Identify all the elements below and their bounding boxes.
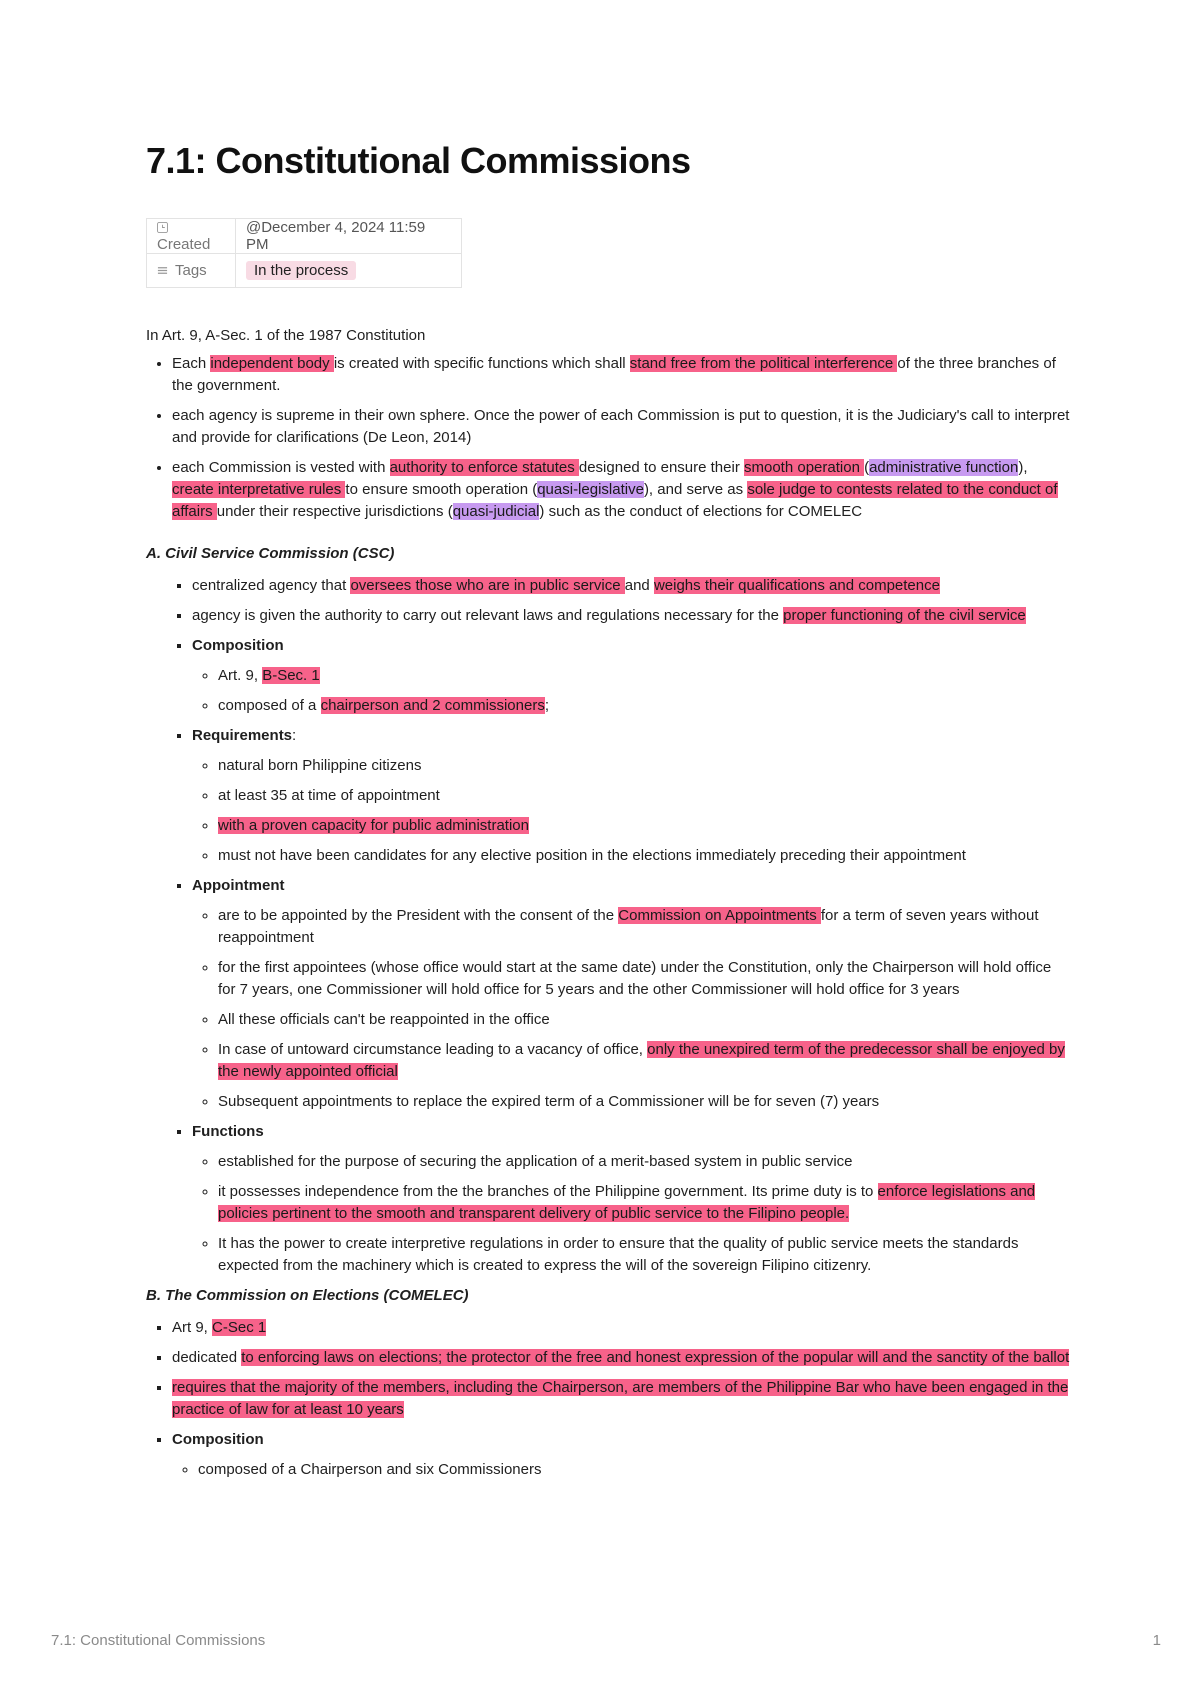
list-item: ◦ Art. 9, B-Sec. 1	[218, 665, 1071, 687]
appointment-label: Appointment	[192, 877, 285, 894]
list-item: ▪ Requirements: ◦ natural born Philippine citizens ◦ at least 35 at time of appointment ◦ with a proven capacity for public administration ◦ must not have been candidates for any elective position in the elections immediately preceding their appointment	[192, 725, 1071, 867]
list-item: ◦ In case of untoward circumstance leading to a vacancy of office, only the unexpired term of the predecessor shall be enjoyed by the newly appointed official	[218, 1039, 1071, 1083]
tags-label: Tags	[175, 262, 207, 279]
list-icon	[157, 265, 168, 276]
clock-icon	[157, 222, 168, 233]
list-item: ◦ Subsequent appointments to replace the expired term of a Commissioner will be for seven (7) years	[218, 1091, 1071, 1113]
page-title: 7.1: Constitutional Commissions	[146, 140, 691, 181]
list-item: ◦ are to be appointed by the President with the consent of the Commission on Appointments for a term of seven years without reappointment	[218, 905, 1071, 949]
highlight-purple: quasi-judicial	[452, 503, 540, 520]
highlight: smooth operation	[744, 459, 865, 476]
list-item: ▪ dedicated to enforcing laws on elections; the protector of the free and honest expression of the popular will and the sanctity of the ballot	[172, 1347, 1071, 1369]
list-item: ◦ must not have been candidates for any elective position in the elections immediately preceding their appointment	[218, 845, 1071, 867]
document-body	[146, 325, 1071, 1489]
list-item: • each Commission is vested with authority to enforce statutes designed to ensure their smooth operation (administrative function), create interpretative rules to ensure smooth operation (quasi-legislative), and serve as sole judge to contests related to the conduct of affairs under their respective jurisdictions (quasi-judicial) such as the conduct of elections for COMELEC	[172, 457, 1071, 523]
list-item: ▪ centralized agency that oversees those who are in public service and weighs their qualifications and competence	[192, 575, 1071, 597]
status-tag[interactable]: In the process	[246, 261, 356, 280]
csc-list	[146, 575, 1071, 1277]
property-tags	[147, 254, 462, 288]
composition-label: Composition	[172, 1431, 264, 1448]
section-heading-comelec: B. The Commission on Elections (COMELEC)	[146, 1287, 469, 1304]
highlight: authority to enforce statutes	[389, 459, 579, 476]
list-item: ◦ established for the purpose of securing the application of a merit-based system in public service	[218, 1151, 1071, 1173]
footer-title: 7.1: Constitutional Commissions	[51, 1632, 266, 1649]
list-item: ◦ It has the power to create interpretive regulations in order to ensure that the quality of public service meets the standards expected from the machinery which is created to express the will of the sovereign Filipino citizenry.	[218, 1233, 1071, 1277]
highlight: independent body	[210, 355, 334, 372]
highlight: stand free from the political interference	[629, 355, 898, 372]
list-item	[172, 1429, 1071, 1481]
requirements-label: Requirements	[192, 727, 293, 744]
list-item: • Each independent body is created with specific functions which shall stand free from the political interference of the three branches of the government.	[172, 353, 1071, 397]
list-item: ◦ All these officials can't be reappointed in the office	[218, 1009, 1071, 1031]
list-item: ◦ composed of a chairperson and 2 commissioners;	[218, 695, 1071, 717]
highlight: create interpretative rules	[172, 481, 346, 498]
list-item: ▪ requires that the majority of the members, including the Chairperson, are members of the Philippine Bar who have been engaged in the practice of law for at least 10 years	[172, 1377, 1071, 1421]
list-item	[192, 875, 1071, 1113]
highlight-purple: administrative function	[869, 459, 1019, 476]
functions-label: Functions	[192, 1123, 264, 1140]
list-item: ◦ composed of a Chairperson and six Commissioners	[198, 1459, 1071, 1481]
list-item: • each agency is supreme in their own sphere. Once the power of each Commission is put to question, it is the Judiciary's call to interpret and provide for clarifications (De Leon, 2014)	[172, 405, 1071, 449]
created-label: Created	[157, 236, 211, 253]
intro-paragraph: In Art. 9, A-Sec. 1 of the 1987 Constitution	[146, 327, 426, 344]
list-item: ◦ at least 35 at time of appointment	[218, 785, 1071, 807]
composition-label: Composition	[192, 637, 284, 654]
page-footer	[51, 1632, 1161, 1649]
page-number: 1	[1152, 1632, 1161, 1649]
created-value[interactable]: @December 4, 2024 11:59 PM	[236, 219, 462, 254]
highlight: sole judge to contests related to the conduct of affairs	[172, 481, 1058, 520]
properties-table	[146, 218, 462, 288]
section-heading-csc: A. Civil Service Commission (CSC)	[146, 545, 395, 562]
intro-list	[146, 353, 1071, 523]
list-item: ◦ it possesses independence from the the branches of the Philippine government. Its prime duty is to enforce legislations and policies pertinent to the smooth and transparent delivery of public service to the Filipino people.	[218, 1181, 1071, 1225]
list-item: ▪ agency is given the authority to carry out relevant laws and regulations necessary for the proper functioning of the civil service	[192, 605, 1071, 627]
highlight-purple: quasi-legislative	[537, 481, 644, 498]
list-item	[192, 635, 1071, 717]
list-item: ◦ for the first appointees (whose office would start at the same date) under the Constitution, only the Chairperson will hold office for 7 years, one Commissioner will hold office for 5 years and the other Commissioner will hold office for 3 years	[218, 957, 1071, 1001]
list-item	[192, 1121, 1071, 1277]
list-item: ◦ with a proven capacity for public administration	[218, 815, 1071, 837]
property-created	[147, 219, 462, 254]
list-item: ▪ Art 9, C-Sec 1	[172, 1317, 1071, 1339]
list-item: ◦ natural born Philippine citizens	[218, 755, 1071, 777]
comelec-list	[146, 1317, 1071, 1481]
